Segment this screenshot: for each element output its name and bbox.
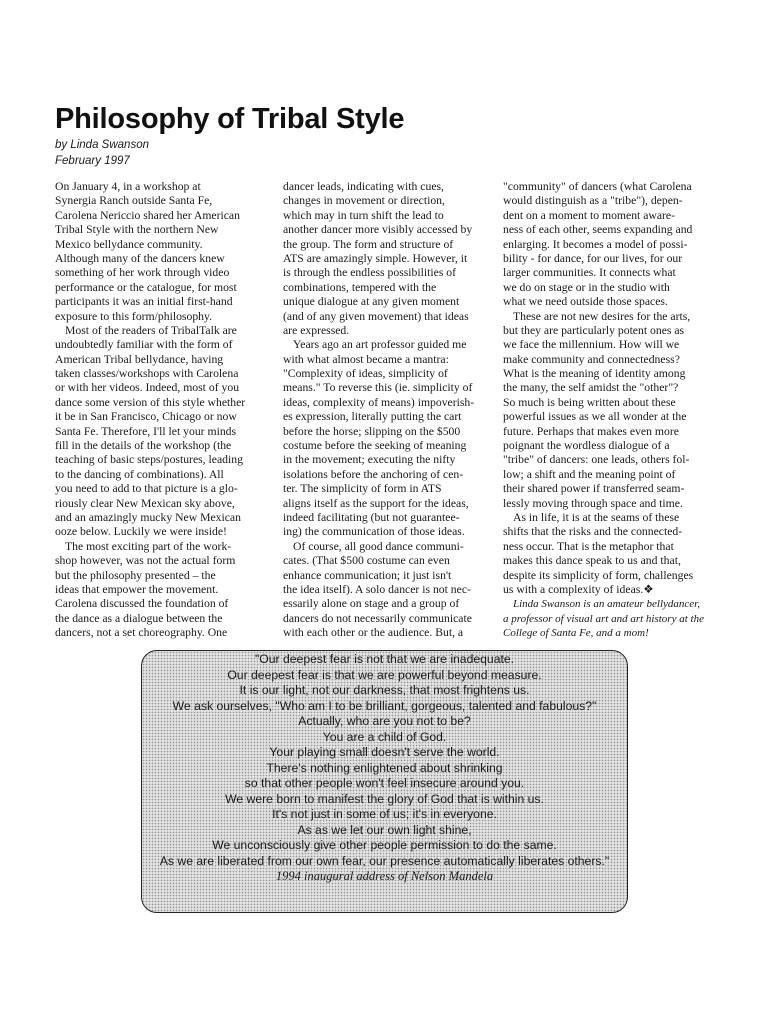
text-line: the idea itself). A solo dancer is not nec- bbox=[283, 582, 471, 596]
text-line: These are not new desires for the arts, bbox=[513, 309, 691, 323]
text-line: the dance as a dialogue between the bbox=[55, 611, 223, 625]
text-line: Years ago an art professor guided me bbox=[293, 338, 467, 352]
quote-line: There's nothing enlightened about shrinking bbox=[266, 760, 503, 775]
text-line: with what almost became a mantra: bbox=[283, 352, 449, 366]
text-column-2 bbox=[283, 180, 491, 641]
text-line: ideas, complexity of means) impoverish- bbox=[283, 395, 475, 409]
text-line: enhance communication; it just isn't bbox=[283, 568, 452, 582]
text-line: larger communities. It connects what bbox=[503, 266, 676, 280]
text-line: or with her videos. Indeed, most of you bbox=[55, 381, 240, 395]
text-line: On January 4, in a workshop at bbox=[55, 180, 201, 193]
text-line: teaching of basic steps/postures, leading bbox=[55, 453, 243, 467]
text-line: bility - for dance, for our lives, for our bbox=[503, 251, 683, 265]
text-line: ter. The simplicity of form in ATS bbox=[283, 482, 442, 496]
quote-line: We unconsciously give other people permission to do the same. bbox=[212, 838, 557, 852]
text-line: What is the meaning of identity among bbox=[503, 367, 686, 381]
quote-line: Your playing small doesn't serve the world. bbox=[269, 745, 500, 759]
text-line: before the horse; slipping on the $500 bbox=[283, 424, 461, 438]
text-line: taken classes/workshops with Carolena bbox=[55, 367, 239, 381]
text-line: with each other or the audience. But, a bbox=[283, 626, 464, 640]
quote-line: As we are liberated from our own fear, our presence automatically liberates others." bbox=[159, 853, 610, 868]
quote-line: Actually, who are you not to be? bbox=[298, 714, 471, 728]
text-line: dent on a moment to moment aware- bbox=[503, 208, 676, 222]
text-line: (and of any given movement) that ideas bbox=[283, 309, 469, 323]
text-line: "community" of dancers (what Carolena bbox=[503, 180, 692, 193]
text-line: ideas that empower the movement. bbox=[55, 582, 219, 596]
text-line: in the movement; executing the nifty bbox=[283, 453, 456, 467]
text-line: ing) the communication of those ideas. bbox=[283, 525, 465, 539]
text-line: something of her work through video bbox=[55, 266, 230, 280]
text-line: the group. The form and structure of bbox=[283, 237, 454, 251]
text-line: "Complexity of ideas, simplicity of bbox=[283, 367, 448, 381]
text-line: which may in turn shift the lead to bbox=[283, 208, 444, 222]
text-line: it be in San Francisco, Chicago or now bbox=[55, 410, 237, 424]
text-line: we do on stage or in the studio with bbox=[503, 280, 670, 294]
text-line: enlarging. It becomes a model of possi- bbox=[503, 237, 688, 251]
text-line: Tribal Style with the northern New bbox=[55, 223, 219, 237]
text-line: what we need outside those spaces. bbox=[503, 295, 668, 309]
text-line: cates. (That $500 costume can even bbox=[283, 554, 450, 568]
text-line: low; a shift and the meaning point of bbox=[503, 467, 676, 481]
text-line: but they are particularly potent ones as bbox=[503, 323, 685, 337]
text-line: despite its simplicity of form, challenges bbox=[503, 568, 694, 582]
text-line: combinations, tempered with the bbox=[283, 280, 437, 294]
text-line: Linda Swanson is an amateur bellydancer, bbox=[513, 598, 700, 611]
text-line: aligns itself as the support for the ideas, bbox=[283, 496, 469, 510]
quote-line: It is our light, not our darkness, that most frightens us. bbox=[239, 683, 530, 697]
text-line: American Tribal bellydance, having bbox=[55, 352, 224, 366]
text-line: ness of each other, seems expanding and bbox=[503, 223, 693, 237]
text-line: we face the millennium. How will we bbox=[503, 338, 680, 352]
text-line: changes in movement or direction, bbox=[283, 194, 445, 208]
text-line: Mexico bellydance community. bbox=[55, 237, 203, 251]
text-line: poignant the wordless dialogue of a bbox=[503, 439, 670, 453]
text-line: are expressed. bbox=[283, 323, 350, 337]
quote-line: It's not just in some of us; it's in everyone. bbox=[272, 807, 497, 821]
text-line: and an amazingly mucky New Mexican bbox=[55, 510, 241, 524]
article-title: Philosophy of Tribal Style bbox=[55, 103, 405, 135]
byline bbox=[55, 137, 149, 169]
text-line: ATS are amazingly simple. However, it bbox=[283, 251, 468, 265]
text-line: indeed facilitating (but not guarantee- bbox=[283, 510, 460, 524]
text-line: costume before the seeking of meaning bbox=[283, 439, 467, 453]
mandela-quote bbox=[141, 652, 628, 885]
text-line: makes this dance speak to us and that, bbox=[503, 554, 681, 568]
text-line: a professor of visual art and art history at the bbox=[503, 612, 704, 625]
text-line: isolations before the anchoring of cen- bbox=[283, 467, 464, 481]
text-line: participants it was an initial first-hand bbox=[55, 295, 233, 309]
text-line: essarily alone on stage and a group of bbox=[283, 597, 460, 611]
text-line: As in life, it is at the seams of these bbox=[513, 510, 680, 524]
text-line: dancer leads, indicating with cues, bbox=[283, 180, 444, 193]
text-line: future. Perhaps that makes even more bbox=[503, 424, 679, 438]
text-line: riously clear New Mexican sky above, bbox=[55, 496, 235, 510]
text-line: but the philosophy presented – the bbox=[55, 568, 216, 582]
text-column-1 bbox=[55, 180, 273, 641]
text-column-3 bbox=[503, 180, 714, 641]
text-line: performance or the catalogue, for most bbox=[55, 280, 237, 294]
text-line: The most exciting part of the work- bbox=[65, 539, 232, 553]
quote-line: We ask ourselves, "Who am I to be brilliant, gorgeous, talented and fabulous?" bbox=[172, 698, 597, 713]
text-line: Most of the readers of TribalTalk are bbox=[65, 323, 237, 337]
text-line: dancers, not a set choreography. One bbox=[55, 626, 228, 640]
date-line: February 1997 bbox=[55, 155, 130, 167]
text-line: exposure to this form/philosophy. bbox=[55, 309, 213, 323]
text-line: lessly moving through space and time. bbox=[503, 496, 683, 510]
quote-attribution: 1994 inaugural address of Nelson Mandela bbox=[275, 869, 494, 883]
quote-line: "Our deepest fear is not that we are inadequate. bbox=[254, 652, 515, 666]
text-line: "tribe" of dancers: one leads, others fol- bbox=[503, 453, 690, 467]
text-line: fill in the details of the workshop (the bbox=[55, 439, 232, 453]
text-line: Santa Fe. Therefore, I'll let your minds bbox=[55, 424, 237, 438]
text-line: College of Santa Fe, and a mom! bbox=[503, 627, 649, 640]
quote-line: so that other people won't feel insecure around you. bbox=[244, 776, 525, 790]
quote-line: You are a child of God. bbox=[322, 729, 447, 744]
text-line: ness occur. That is the metaphor that bbox=[503, 539, 674, 553]
text-line: ooze below. Luckily we were inside! bbox=[55, 525, 227, 539]
text-line: So much is being written about these bbox=[503, 395, 676, 409]
text-line: es expression, literally putting the cart bbox=[283, 410, 462, 424]
text-line: us with a complexity of ideas.❖ bbox=[503, 582, 654, 596]
text-line: unique dialogue at any given moment bbox=[283, 295, 460, 309]
text-line: undoubtedly familiar with the form of bbox=[55, 338, 233, 352]
text-line: shifts that the risks and the connected- bbox=[503, 525, 683, 539]
text-line: Carolena discussed the foundation of bbox=[55, 597, 229, 611]
text-line: Although many of the dancers knew bbox=[55, 251, 225, 265]
author-line: by Linda Swanson bbox=[55, 139, 149, 151]
text-line: dancers do not necessarily communicate bbox=[283, 611, 472, 625]
text-line: Carolena Nericcio shared her American bbox=[55, 208, 240, 222]
quote-line: Our deepest fear is that we are powerful beyond measure. bbox=[227, 667, 542, 682]
text-line: you need to add to that picture is a glo- bbox=[55, 482, 238, 496]
text-line: dance some version of this style whether bbox=[55, 395, 246, 409]
text-line: shop however, was not the actual form bbox=[55, 554, 236, 568]
quote-line: As as we let our own light shine, bbox=[297, 822, 472, 837]
text-line: to the dancing of combinations). All bbox=[55, 467, 224, 481]
text-line: means." To reverse this (ie. simplicity of bbox=[283, 381, 473, 395]
quote-line: We were born to manifest the glory of God that is within us. bbox=[225, 791, 544, 806]
text-line: is through the endless possibilities of bbox=[283, 266, 457, 280]
text-line: would distinguish as a "tribe"), depen- bbox=[503, 194, 683, 208]
text-line: Synergia Ranch outside Santa Fe, bbox=[55, 194, 213, 208]
text-line: Of course, all good dance communi- bbox=[293, 539, 464, 553]
text-line: their shared power if transferred seam- bbox=[503, 482, 685, 496]
text-line: make community and connectedness? bbox=[503, 352, 680, 366]
text-line: the many, the self amidst the "other"? bbox=[503, 381, 679, 395]
text-line: another dancer more visibly accessed by bbox=[283, 223, 473, 237]
text-line: powerful issues as we all wonder at the bbox=[503, 410, 687, 424]
